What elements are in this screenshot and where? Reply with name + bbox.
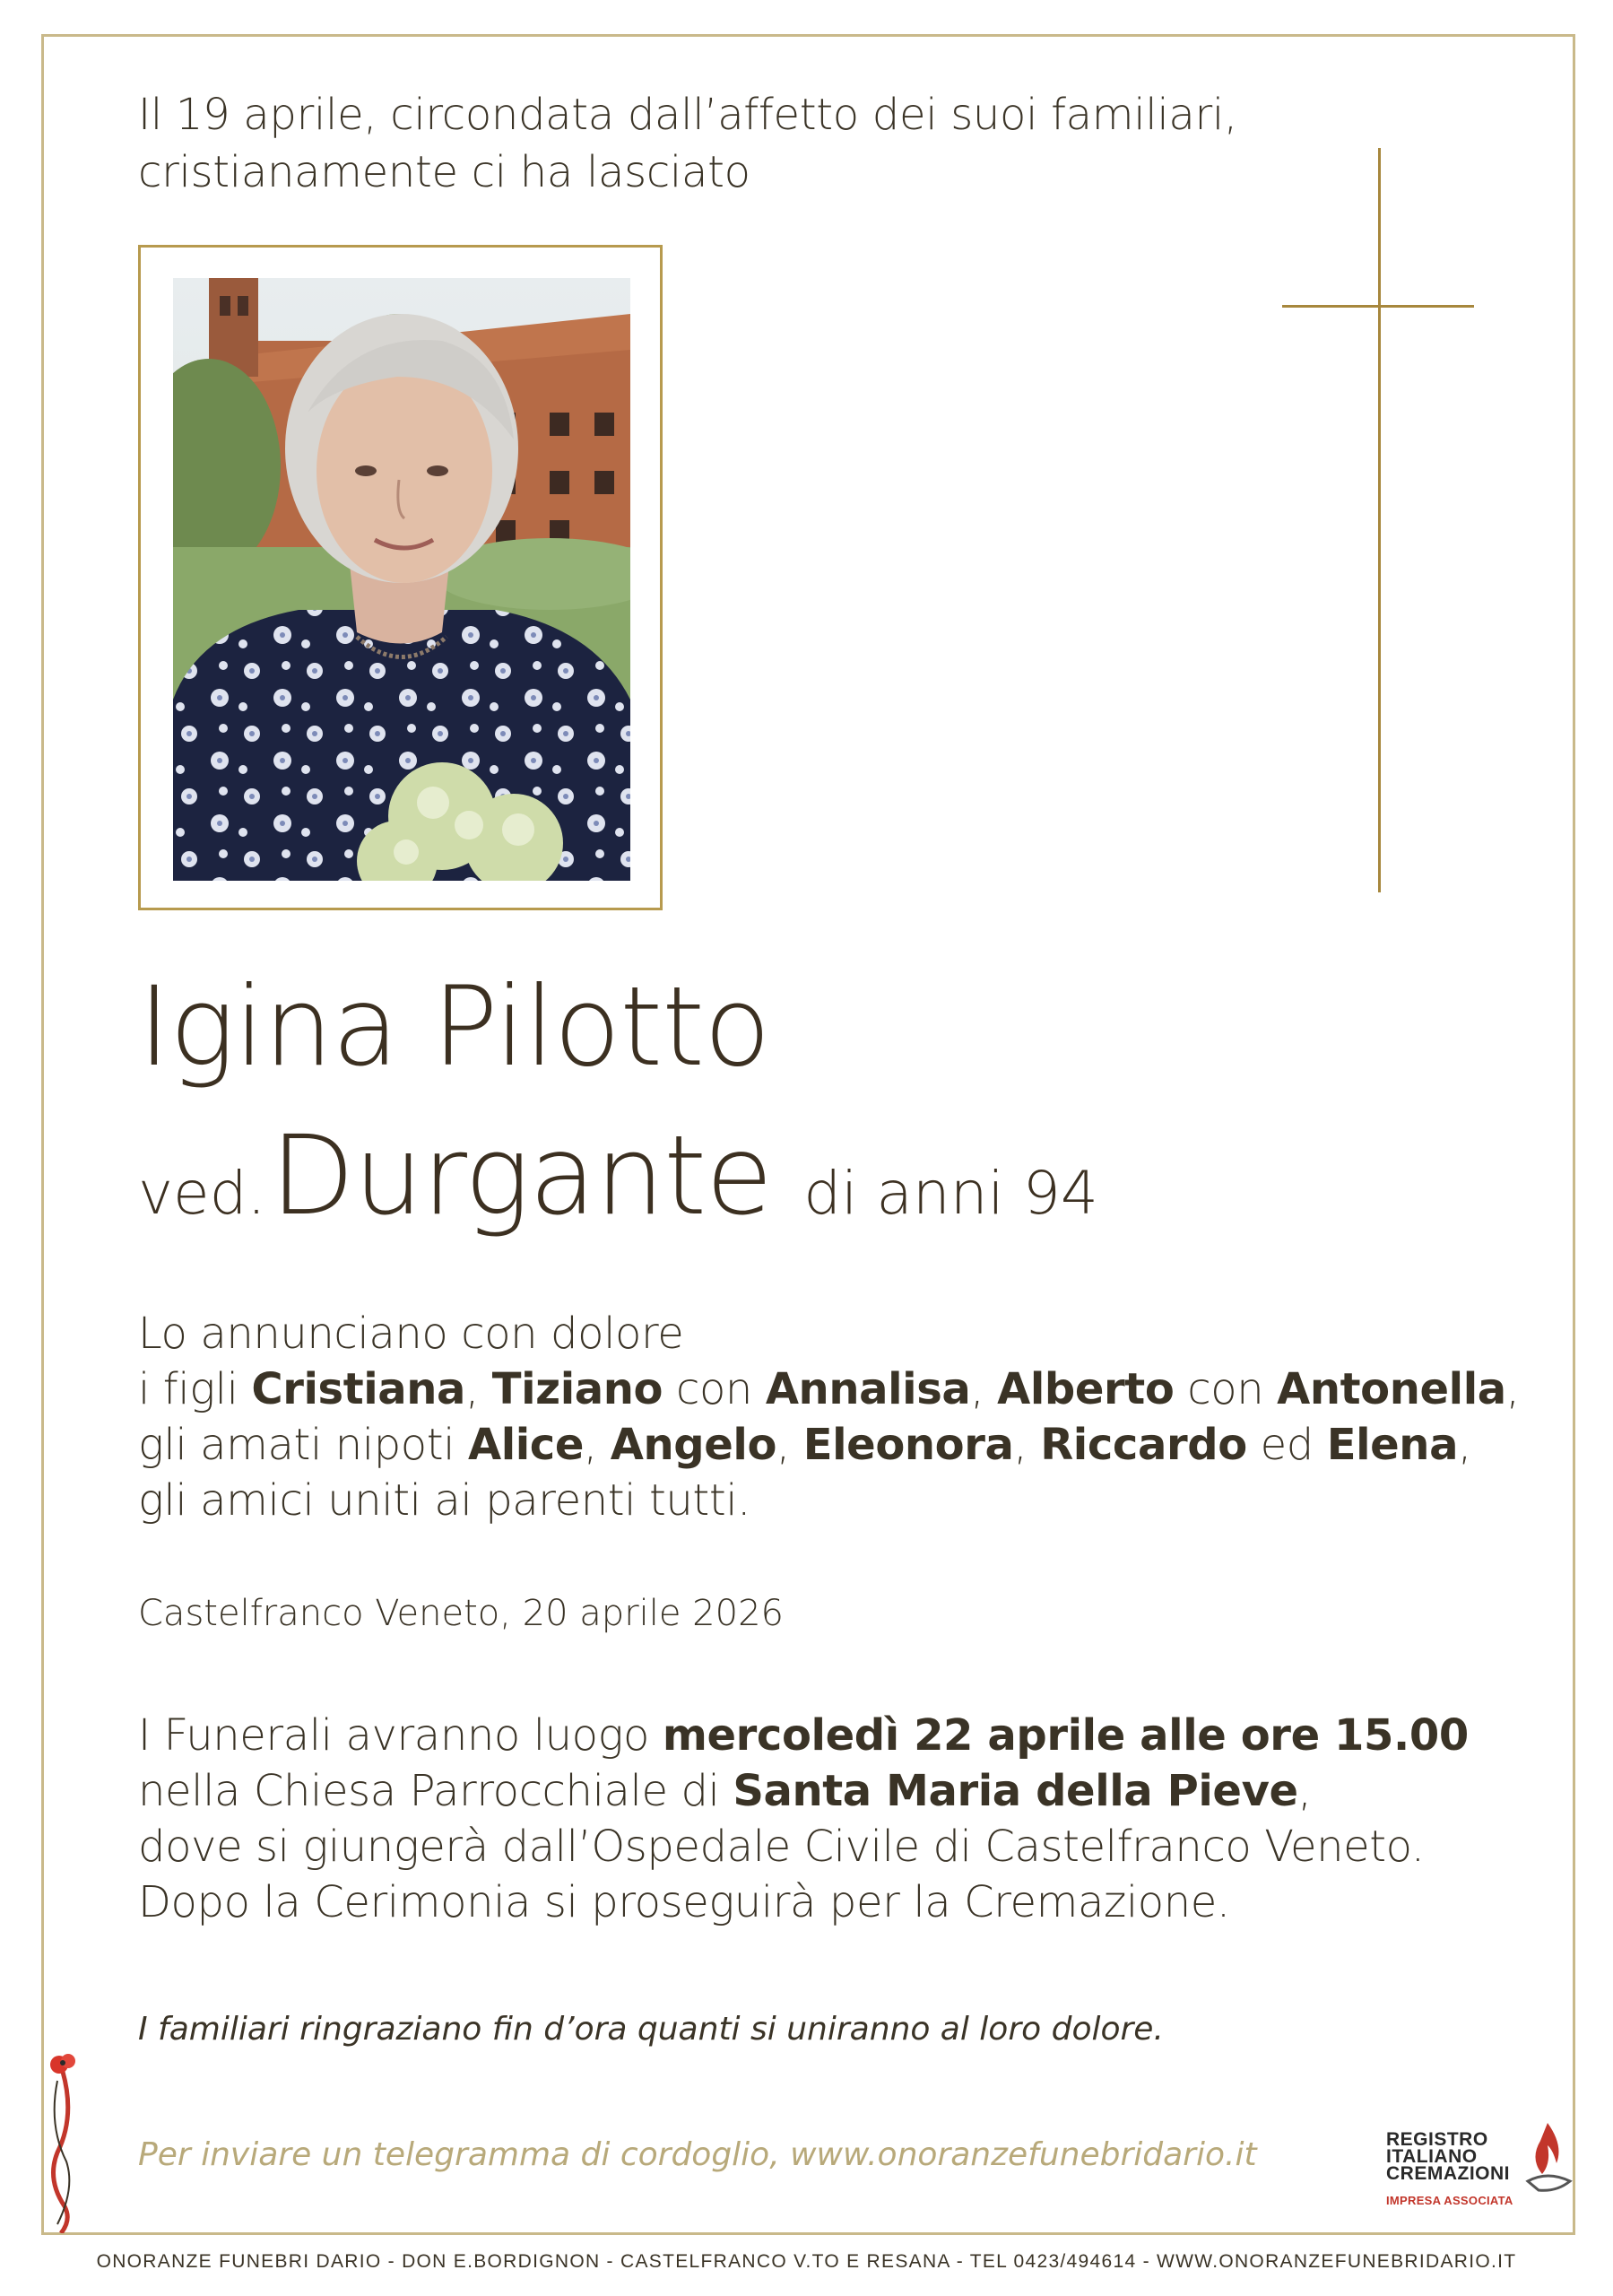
logo-line-1: REGISTRO	[1386, 2129, 1488, 2150]
text-segment: ,	[465, 1364, 492, 1414]
text-segment: ,	[776, 1420, 803, 1470]
logo-subtitle: IMPRESA ASSOCIATA	[1386, 2194, 1513, 2207]
announcement-line-3	[138, 1417, 1520, 1473]
funeral-line-1	[138, 1708, 1469, 1763]
text-segment: ,	[584, 1420, 611, 1470]
married-surname: Durgante	[270, 1112, 773, 1239]
thanks-text: I familiari ringraziano fin d’ora quanti si uniranno al loro dolore.	[138, 2011, 1164, 2048]
portrait-image	[173, 278, 630, 881]
cross-bar	[1282, 305, 1474, 308]
funeral-line-3: dove si giungerà dall’Ospedale Civile di Castelfranco Veneto.	[138, 1822, 1425, 1872]
announcement-line-1: Lo annunciano con dolore	[138, 1309, 684, 1359]
portrait-photo	[173, 278, 630, 881]
intro-line-2: cristianamente ci ha lasciato	[138, 147, 750, 197]
place-date: Castelfranco Veneto, 20 aprile 2026	[138, 1593, 784, 1634]
announcement-line-2	[138, 1361, 1520, 1417]
announcement-line-4: gli amici uniti ai parenti tutti.	[138, 1475, 751, 1526]
name-highlight: mercoledì 22 aprile alle ore 15.00	[662, 1710, 1469, 1761]
name-highlight: Antonella	[1277, 1364, 1506, 1414]
text-segment: ,	[1297, 1766, 1312, 1816]
text-segment: ,	[1505, 1364, 1520, 1414]
name-highlight: Eleonora	[802, 1420, 1014, 1470]
text-segment: ,	[970, 1364, 998, 1414]
funeral-line-4: Dopo la Cerimonia si proseguirà per la Cremazione.	[138, 1877, 1230, 1927]
text-segment: i figli	[138, 1364, 252, 1414]
text-segment: gli amati nipoti	[138, 1420, 468, 1470]
deceased-surname-line	[138, 1112, 1098, 1239]
logo-text	[1386, 2131, 1510, 2182]
cross-icon	[1378, 148, 1381, 892]
age-label: di anni 94	[803, 1159, 1098, 1228]
footer-credits: ONORANZE FUNEBRI DARIO - DON E.BORDIGNON - CASTELFRANCO V.TO E RESANA - TEL 0423/494614 - WWW.ONORANZEFUNEBRIDARIO.IT	[96, 2251, 1517, 2272]
name-highlight: Elena	[1326, 1420, 1459, 1470]
name-highlight: Riccardo	[1040, 1420, 1247, 1470]
name-highlight: Alice	[467, 1420, 585, 1470]
funeral-line-2	[138, 1763, 1469, 1819]
text-segment: ,	[1458, 1420, 1471, 1470]
text-segment: nella Chiesa Parrocchiale di	[138, 1766, 733, 1816]
intro-text	[138, 86, 1237, 201]
name-highlight: Tiziano	[491, 1364, 663, 1414]
announcement	[138, 1306, 1520, 1528]
cremation-flame-icon	[1521, 2118, 1574, 2199]
ved-label: ved.	[138, 1159, 266, 1228]
text-segment: ed	[1246, 1420, 1327, 1470]
name-highlight: Santa Maria della Pieve	[733, 1766, 1298, 1816]
telegram-link[interactable]: Per inviare un telegramma di cordoglio, www.onoranzefunebridario.it	[138, 2136, 1257, 2173]
text-segment: ,	[1013, 1420, 1041, 1470]
name-highlight: Angelo	[610, 1420, 777, 1470]
intro-line-1: Il 19 aprile, circondata dall’affetto dei suoi familiari,	[138, 90, 1237, 140]
text-segment: I Funerali avranno luogo	[138, 1710, 663, 1761]
deceased-name: Igina Pilotto	[138, 963, 770, 1091]
logo-line-3: CREMAZIONI	[1386, 2163, 1510, 2184]
name-highlight: Alberto	[997, 1364, 1175, 1414]
text-segment: con	[1174, 1364, 1278, 1414]
name-highlight: Cristiana	[251, 1364, 466, 1414]
cremation-registry-logo	[1386, 2118, 1579, 2244]
logo-line-2: ITALIANO	[1386, 2146, 1478, 2167]
text-segment: con	[663, 1364, 766, 1414]
poppy-icon	[45, 2045, 81, 2233]
portrait-frame	[138, 245, 663, 910]
name-highlight: Annalisa	[765, 1364, 971, 1414]
funeral-info	[138, 1708, 1469, 1930]
